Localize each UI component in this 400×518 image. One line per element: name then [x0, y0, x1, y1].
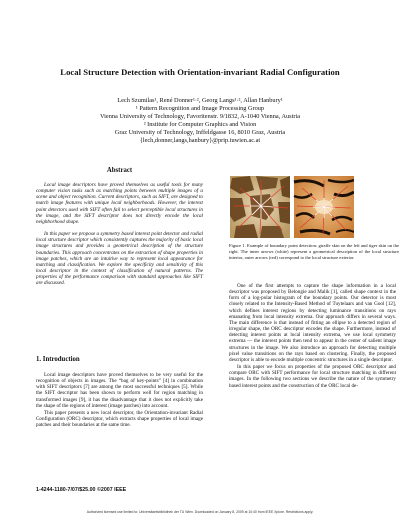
author-emails: {lech,donner,langs,hanbury}@prip.tuwien.ac.at	[139, 137, 261, 144]
figure-caption-text: Figure 1. Example of boundary point detection: giraffe skin on the left and tiger skin on the right. The inner arrows (white) represent a geometrical description of the local structure interior, outer arrows (red) correspond to the local structure exterior.	[229, 243, 399, 260]
authors: Lech Szumilas¹, René Donner¹·², Georg Langs¹·², Allan Hanbury¹	[117, 97, 283, 104]
abstract-body	[36, 182, 203, 287]
giraffe-skin-panel	[230, 176, 290, 238]
license-footer: Authorized licensed use limited to: Universitaetsbibliothek der TU Wien. Downloaded on January 8, 2009 at 10:40 from IEEE Xplore. Restrictions apply.	[86, 510, 314, 514]
introduction-body	[36, 372, 203, 428]
body-paragraph: One of the first attempts to capture the shape information in a local descriptor was proposed by Belongie and Malik [1], called shape context in the form of a log-polar histogram of the boundary points. Our detector is most closely related to the Intensity-Based Method of Tuytelaars and van Gool [12], which defines interest regions by detecting luminance transitions on rays emanating from local intensity extrema. Our approach differs in several ways. The main difference is that instead of fitting an ellipse to a detected region of irregular shape, the ORC descriptor encodes the shape. Furthermore, instead of detecting interest points at local intensity extrema, we use local symmetry extrema — the interest points then tend to appear in the center of salient image structures in the image. We also introduce an approach for detecting multiple pixel value transitions on the rays based on clustering. Finally, the proposed descriptor is able to encode multiple concentric structures in a single descriptor.	[229, 283, 396, 363]
affiliation-1-address: Vienna University of Technology, Favoritenstr. 9/1832, A-1040 Vienna, Austria	[100, 113, 300, 120]
abstract-paragraph: In this paper we propose a symmetry based interest point detector and radial local structure descriptor which consistently captures the majority of basic local image structures and provides a geometrical description of the structure boundaries. This approach concentrates on the extraction of shape properties in image patches, which are an intuitive way to represent local appearance for matching and classification. We explore the specificity and sensitivity of this local descriptor in the context of classification of natural patterns. The properties of the performance comparison with standard approaches like SIFT are discussed.	[36, 231, 203, 287]
paper-title: Local Structure Detection with Orientation-invariant Radial Configuration	[60, 67, 340, 77]
tiger-skin-panel	[294, 176, 354, 238]
copyright-line: 1-4244-1180-7/07/$25.00 ©2007 IEEE	[36, 487, 127, 493]
body-paragraph: This paper presents a new local descriptor, the Orientation-invariant Radial Configuration (ORC) descriptor, which extracts shape properties of local image patches and their boundaries at the same time.	[36, 409, 203, 429]
affiliation-2-name: ² Institute for Computer Graphics and Vision	[143, 121, 257, 128]
abstract-heading: Abstract	[106, 167, 133, 174]
body-paragraph: Local image descriptors have proved themselves to be very useful for the recognition of objects in images. The “bag of key-points” [4] in combination with SIFT descriptors [7] are among the most successful techniques [5]. While the SIFT descriptor has been shown to perform well for region matching in transformed images [9], it has the disadvantage that it does not explicitly take the shape of the regions of interest (image patches) into account.	[36, 372, 203, 409]
affiliation-2-address: Graz University of Technology, Inffeldgasse 16, 8010 Graz, Austria	[114, 129, 286, 136]
figure-1-caption	[229, 243, 399, 260]
section-heading-introduction: 1. Introduction	[36, 356, 80, 363]
body-paragraph: In this paper we focus on properties of the proposed ORC descriptor and compare ORC with SIFT performance for local structure matching in different images. In the following two sections we describe the nature of the symmetry based interest points and the construction of the ORC local de-	[229, 364, 396, 389]
affiliation-1-name: ¹ Pattern Recognition and Image Processing Group	[135, 105, 265, 112]
abstract-paragraph: Local image descriptors have proved themselves as useful tools for many computer vision tasks such as matching points between multiple images of a scene and object recognition. Current descriptors, such as SIFT, are designed to match image features with unique local neighborhoods. However, the interest point detectors used with SIFT often fail to select perceptible local structures in the image, and the SIFT descriptor does not directly encode the local neighborhood shape.	[36, 182, 203, 225]
figure-1-image	[230, 176, 354, 238]
right-column-body	[229, 283, 396, 389]
